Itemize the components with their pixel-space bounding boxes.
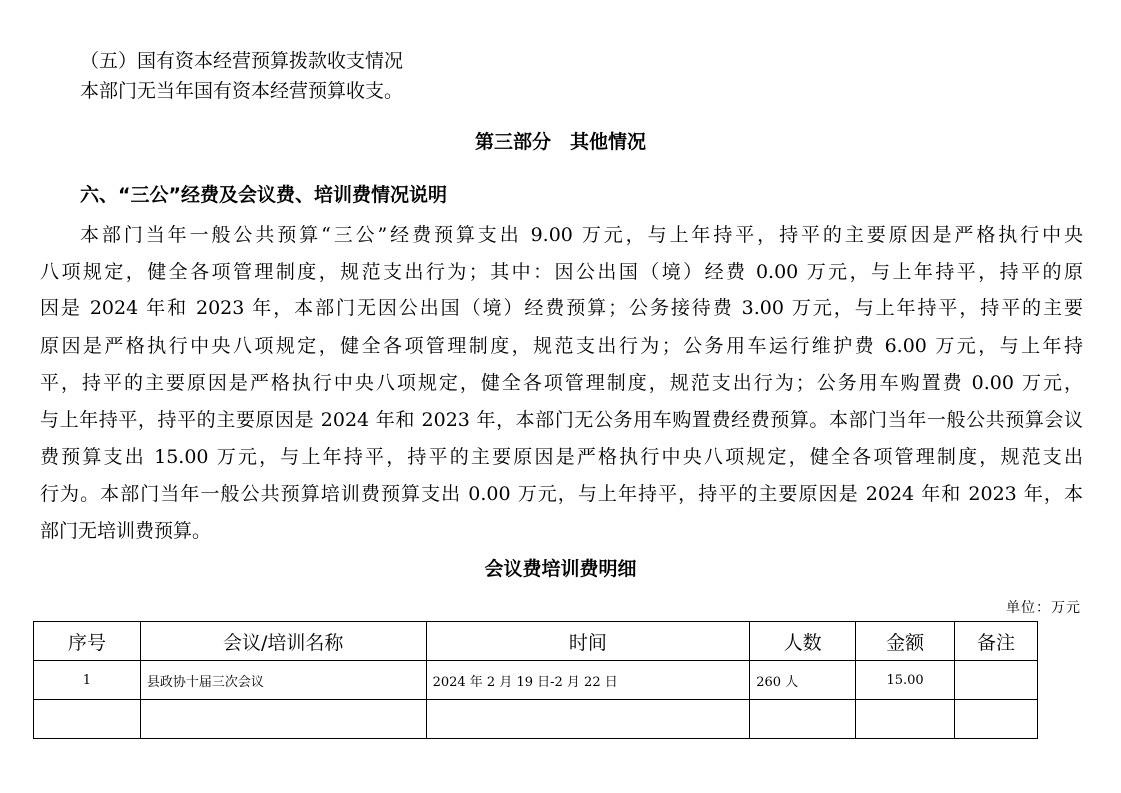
para-line-3: 因是 2024 年和 2023 年，本部门无因公出国（境）经费预算；公务接待费 3.00 万元，与上年持平，持平的主要 [40,297,1083,319]
part3-title: 第三部分 其他情况 [474,131,646,153]
para-line-2: 八项规定，健全各项管理制度，规范支出行为；其中：因公出国（境）经费 0.00 万元，与上年持平，持平的原 [40,261,1083,283]
cell-index: 1 [34,661,141,700]
meeting-training-table [33,621,1038,739]
para-line-9: 部门无培训费预算。 [40,520,212,542]
cell-count [750,700,856,739]
para-line-6: 与上年持平，持平的主要原因是 2024 年和 2023 年，本部门无公务用车购置费经费预算。本部门当年一般公共预算会议 [40,409,1083,431]
para-line-5: 平，持平的主要原因是严格执行中央八项规定，健全各项管理制度，规范支出行为；公务用车购置费 0.00 万元， [40,372,1083,394]
cell-remark [955,661,1038,700]
cell-amount [856,700,955,739]
header-remark: 备注 [955,622,1038,661]
header-time: 时间 [426,622,750,661]
cell-time: 2024 年 2 月 19 日-2 月 22 日 [426,661,750,700]
cell-amount: 15.00 [856,661,955,700]
section5-text: 本部门无当年国有资本经营预算收支。 [80,80,404,102]
section6-heading: 六、“三公”经费及会议费、培训费情况说明 [80,184,447,206]
table-row [34,700,1038,739]
para-line-7: 费预算支出 15.00 万元，与上年持平，持平的主要原因是严格执行中央八项规定，健全各项管理制度，规范支出 [40,446,1083,468]
table-row [34,661,1038,700]
header-name: 会议/培训名称 [140,622,426,661]
cell-name: 县政协十届三次会议 [140,661,426,700]
header-count: 人数 [750,622,856,661]
cell-time [426,700,750,739]
cell-index [34,700,141,739]
cell-remark [955,700,1038,739]
cell-count: 260 人 [750,661,856,700]
unit-label: 单位：万元 [1006,600,1081,616]
para-line-1: 本部门当年一般公共预算“三公”经费预算支出 9.00 万元，与上年持平，持平的主要原因是严格执行中央 [80,224,1083,246]
cell-name [140,700,426,739]
header-amount: 金额 [856,622,955,661]
para-line-4: 原因是严格执行中央八项规定，健全各项管理制度，规范支出行为；公务用车运行维护费 6.00 万元，与上年持 [40,335,1083,357]
table-title: 会议费培训费明细 [484,558,637,580]
table-header-row [34,622,1038,661]
header-index: 序号 [34,622,141,661]
section5-heading: （五）国有资本经营预算拨款收支情况 [80,50,404,72]
para-line-8: 行为。本部门当年一般公共预算培训费预算支出 0.00 万元，与上年持平，持平的主要原因是 2024 年和 2023 年，本 [40,483,1083,505]
